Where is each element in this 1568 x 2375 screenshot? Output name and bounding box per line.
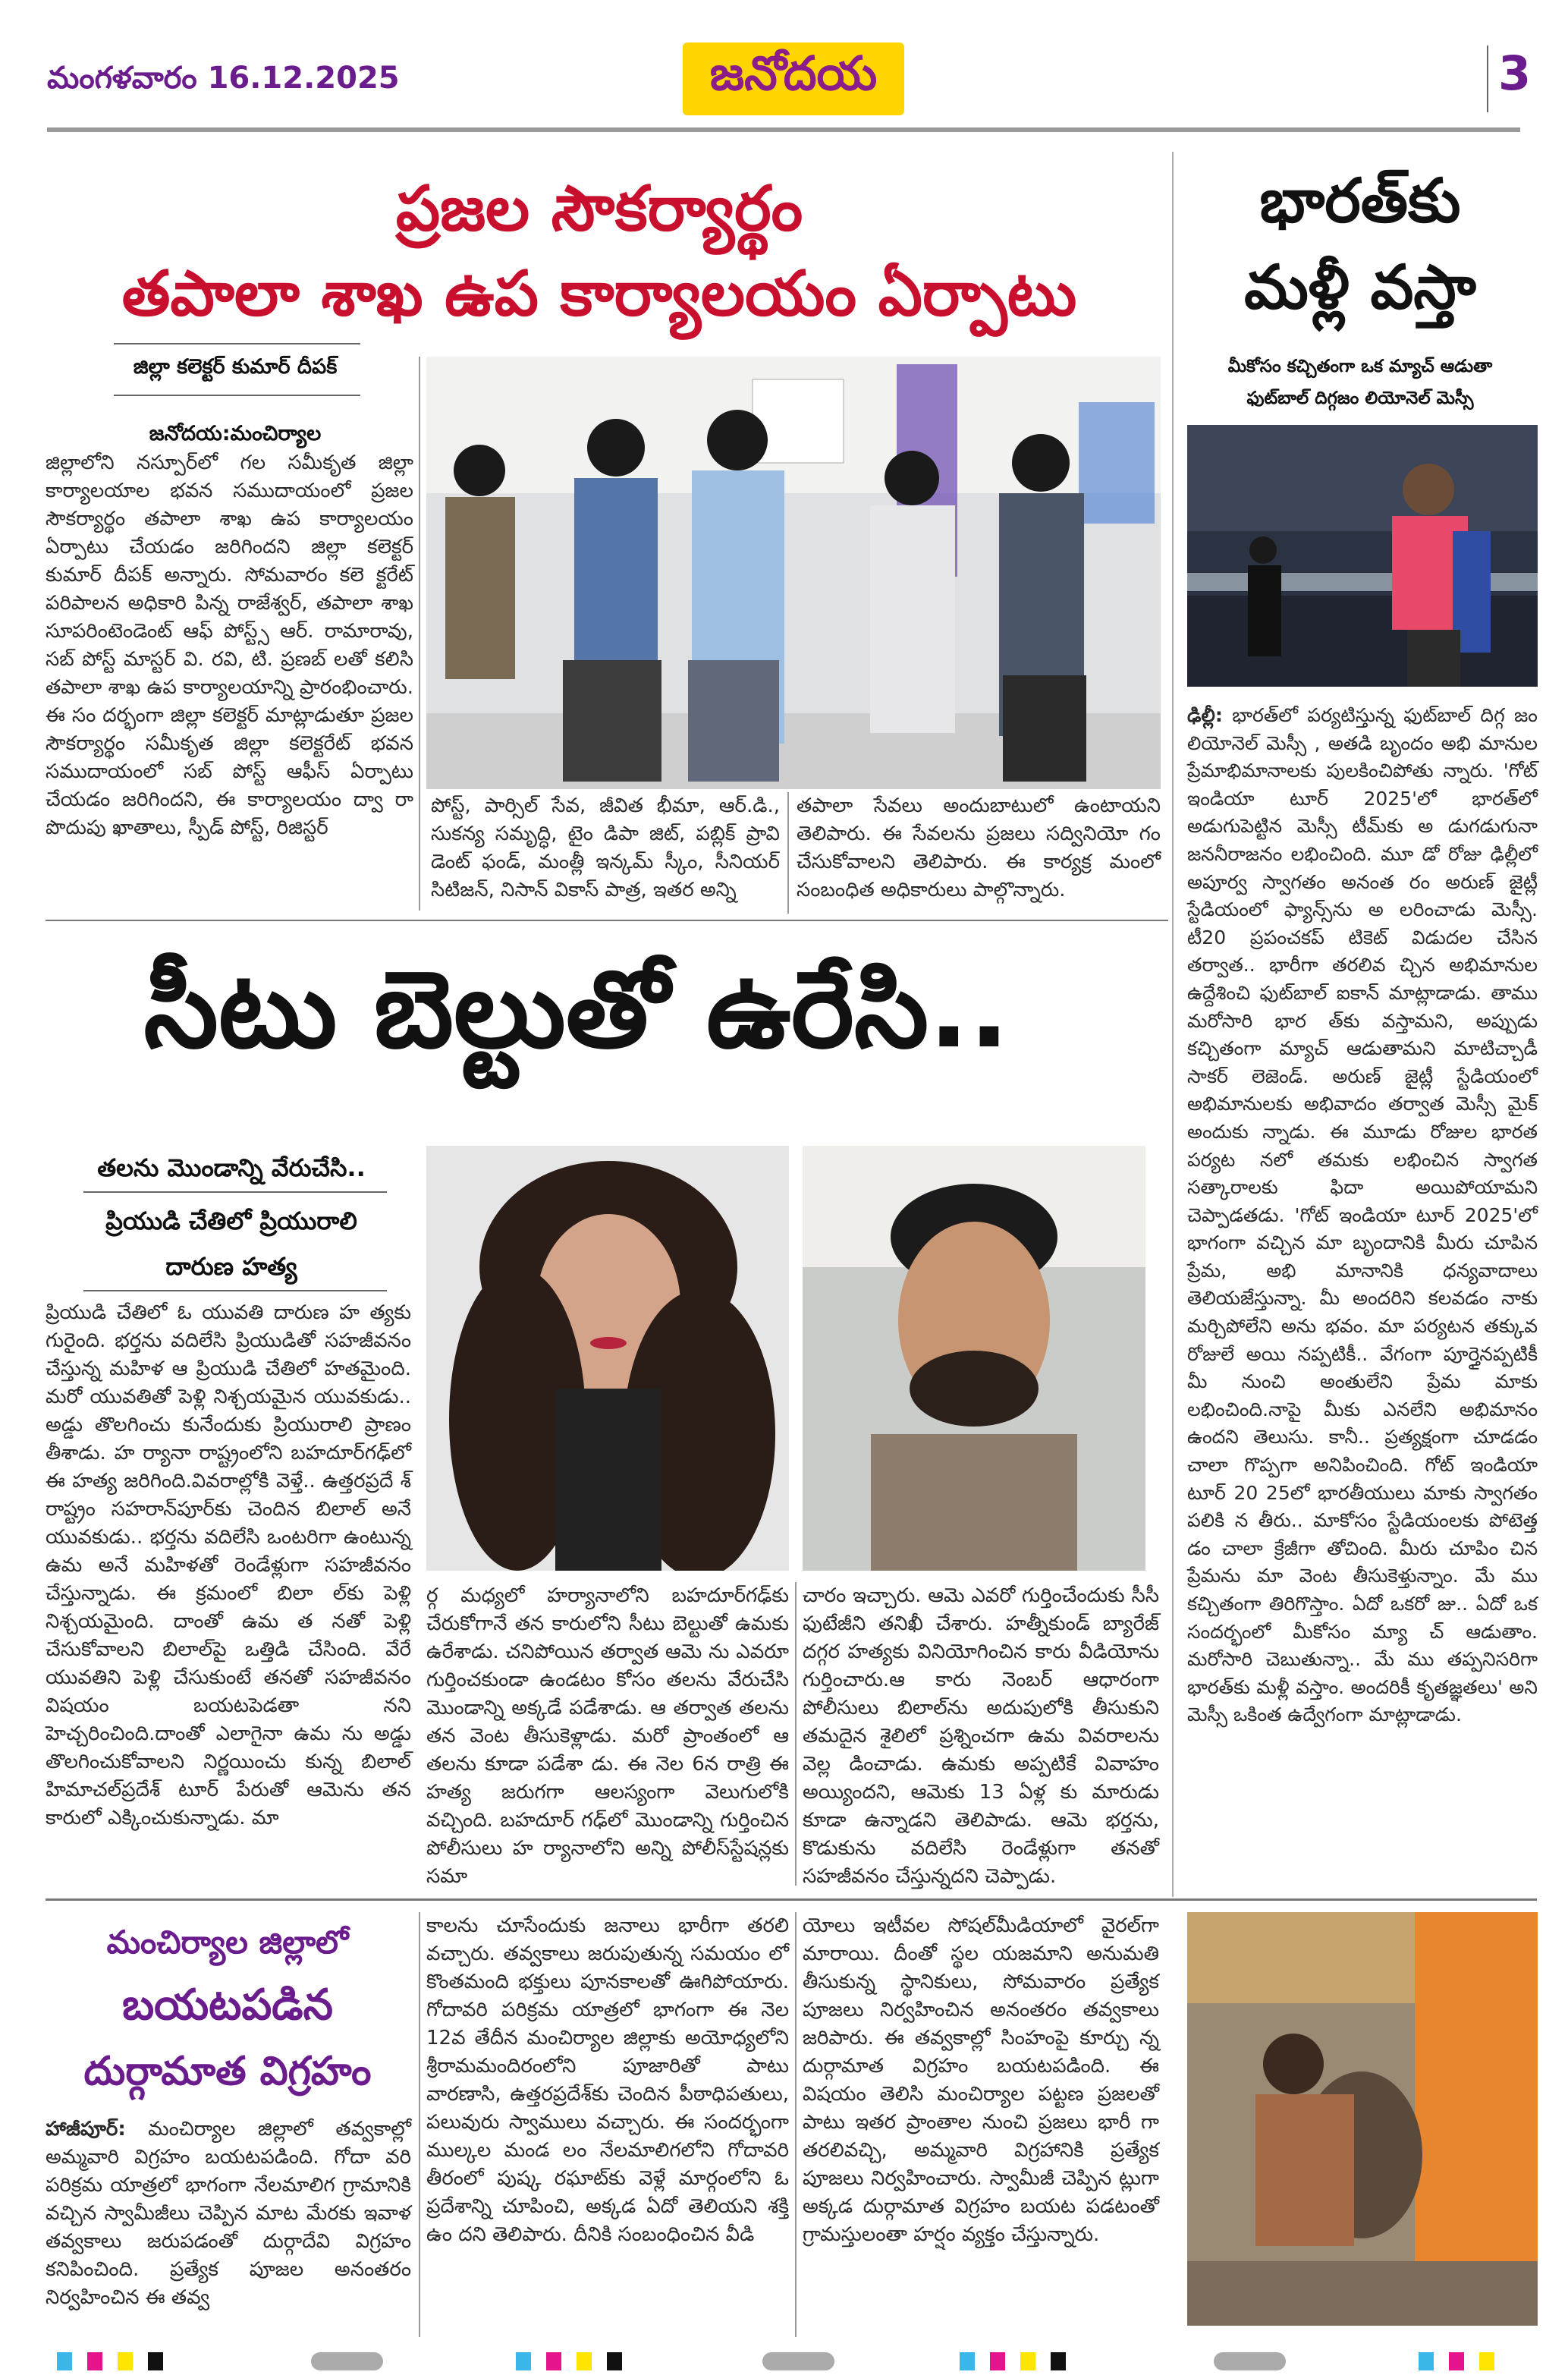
messi-subhead-1: మీకోసం కచ్చితంగా ఒక మ్యాచ్ ఆడుతా xyxy=(1227,357,1493,376)
durga-headline-1: మంచిర్యాల జిల్లాలో xyxy=(106,1924,349,1961)
post-office-divider xyxy=(419,357,420,911)
murder-col2-text: ర్గ మధ్యలో హర్యానాలోని బహదూర్‌గఢ్‌కు చేరుకోగానే తన కారులోని సీటు బెల్టుతో ఉమకు ఉరేశాడు. చనిపోయిన తర్వాత ఆమె ను ఎవరూ గుర్తించకుండా ఉండటం కోసం తలను వేరుచేసి మొండాన్ని అక్కడే పడేశాడు. ఆ తర్వాత తలను తన వెంట తీసుకెళ్లాడు. మరో ప్రాంతంలో ఆ తలను కూడా పడేశా డు. ఈ నెల 6న రాత్రి ఈ హత్య జరుగగా ఆలస్యంగా వెలుగులోకి వచ్చింది. బహదూర్ గఢ్‌లో మొండాన్ని గుర్తించిన పోలీసులు హ ర్యానాలోని అన్ని పోలీస్‌స్టేషన్లకు సమా xyxy=(426,1584,789,1888)
post-office-group-photo xyxy=(426,357,1161,789)
durga-col3 xyxy=(803,1912,1159,2249)
post-office-col1-text: జిల్లాలోని నస్పూర్‌లో గల సమీకృత జిల్లా కార్యాలయాల భవన సముదాయంలో ప్రజల సౌకర్యార్థం తపాలా శాఖ ఉప కార్యాలయం ఏర్పాటు చేయడం జరిగిందని జిల్లా కలెక్టర్ కుమార్ దీపక్ అన్నారు. సోమవారం కలె క్టరేట్ పరిపాలన అధికారి పిన్న రాజేశ్వర్, తపాలా శాఖ సూపరింటెండెంట్ ఆఫ్ పోస్ట్స్ ఆర్. రామారావు, సబ్ పోస్ట్ మాస్టర్ వి. రవి, టి. ప్రణబ్ లతో కలిసి తపాలా శాఖ ఉప కార్యాలయాన్ని ప్రారంభించారు. ఈ సం దర్భంగా జిల్లా కలెక్టర్ మాట్లాడుతూ ప్రజల సౌకర్యార్థం సమీకృత జిల్లా కలెక్టరేట్ భవన సముదాయంలో సబ్ పోస్ట్ ఆఫీస్ ఏర్పాటు చేయడం జరిగిందని, ఈ కార్యాలయం ద్వా రా పొదుపు ఖాతాలు, స్పీడ్ పోస్ట్, రిజిస్టర్ xyxy=(46,451,413,839)
logo-text: జనోదయ xyxy=(709,46,878,101)
page-number: 3 xyxy=(1498,46,1532,101)
post-office-col1 xyxy=(46,449,413,842)
post-office-divider-2 xyxy=(787,792,789,914)
messi-photo xyxy=(1187,425,1538,687)
messi-headline-2: మళ్లీ వస్తా xyxy=(1244,252,1476,322)
messi-dateline: ఢిల్లీ: xyxy=(1187,704,1223,726)
print-color-strip-right xyxy=(960,2352,1066,2373)
durga-divider-2 xyxy=(795,1912,797,2337)
durga-col1-span: మంచిర్యాల జిల్లాలో తవ్వకాల్లో అమ్మవారి విగ్రహం బయటపడింది. గోదా వరి పరిక్రమ యాత్రలో భాగంగా నేలమాలిగ గ్రామానికి వచ్చిన స్వామీజీలు చెప్పిన మాట మేరకు ఇవాళ తవ్వకాలు జరుపడంతో దుర్గాదేవి విగ్రహం కనిపించింది. ప్రత్యేక పూజల అనంతరం నిర్వహించిన ఈ తవ్వ xyxy=(46,2118,411,2309)
durga-divider-1 xyxy=(419,1912,420,2337)
durga-headline-3: దుర్గామాత విగ్రహం xyxy=(83,2049,372,2094)
durga-col1-text xyxy=(46,2115,411,2312)
deck-rule-1 xyxy=(83,1191,387,1193)
durga-col3-text: యోలు ఇటీవల సోషల్‌మీడియాలో వైరల్‌గా మారాయి. దీంతో స్థల యజమాని అనుమతి తీసుకున్న స్థానికులు, సోమవారం ప్రత్యేక పూజలు నిర్వహించిన అనంతరం తవ్వకాలు జరిపారు. ఈ తవ్వకాల్లో సింహంపై కూర్చు న్న దుర్గామాత విగ్రహం బయటపడింది. ఈ విషయం తెలిసి మంచిర్యాల పట్టణ ప్రజలతో పాటు ఇతర ప్రాంతాల నుంచి ప్రజలు భారీ గా తరలివచ్చి, అమ్మవారి విగ్రహానికి ప్రత్యేక పూజలు నిర్వహించారు. స్వామీజీ చెప్పిన ట్లుగా అక్కడ దుర్గామాత విగ్రహం బయట పడటంతో గ్రామస్తులంతా హర్షం వ్యక్తం చేస్తున్నారు. xyxy=(803,1914,1159,2246)
murder-deck-1: తలను మొండాన్ని వేరుచేసి.. xyxy=(97,1153,366,1182)
section-rule-2 xyxy=(46,1898,1537,1901)
murder-col1-text: ప్రియుడి చేతిలో ఓ యువతి దారుణ హ త్యకు గురైంది. భర్తను వదిలేసి ప్రియుడితో సహజీవనం చేస్తున్న మహిళ ఆ ప్రియుడి చేతిలో హతమైంది. మరో యువతితో పెళ్లి నిశ్చయమైన యువకుడు.. అడ్డు తొలగించు కునేందుకు ప్రియురాలి ప్రాణం తీశాడు. హ ర్యానా రాష్ట్రంలోని బహదూర్‌గఢ్‌లో ఈ హత్య జరిగింది.వివరాల్లోకి వెళ్తే.. ఉత్తరప్రదే శ్ రాష్ట్రం సహరాన్‌పూర్‌కు చెందిన బిలాల్ అనే యువకుడు.. భర్తను వదిలేసి ఒంటరిగా ఉంటున్న ఉమ అనే మహిళతో రెండేళ్లుగా సహజీవనం చేస్తున్నాడు. ఈ క్రమంలో బిలా ల్‌కు పెళ్లి నిశ్చయమైంది. దాంతో ఉమ త నతో పెళ్లి చేసుకోవాలని బిలాల్‌పై ఒత్తిడి చేసింది. వేరే యువతిని పెళ్లి చేసుకుంటే తనతో సహజీవనం విషయం బయటపెడతా నని హెచ్చరించింది.దాంతో ఎలాగైనా ఉమ ను అడ్డు తొలగించుకోవాలని నిర్ణయించు కున్న బిలాల్ హిమాచల్‌ప్రదేశ్ టూర్ పేరుతో ఆమెను తన కారులో ఎక్కించుకున్నాడు. మా xyxy=(46,1301,411,1829)
post-office-headline-1: ప్రజల సౌకర్యార్థం xyxy=(395,173,803,245)
post-office-col3 xyxy=(797,792,1161,904)
messi-subhead-2: ఫుట్‌బాల్ దిగ్గజం లియోనెల్ మెస్సీ xyxy=(1246,388,1474,408)
post-office-col3-text: తపాలా సేవలు అందుబాటులో ఉంటాయని తెలిపారు. ఈ సేవలను ప్రజలు సద్వినియో గం చేసుకోవాలని తెలిపారు. ఈ కార్యక్ర మంలో సంబంధిత అధికారులు పాల్గొన్నారు. xyxy=(797,794,1161,901)
masthead-logo xyxy=(683,42,904,115)
deck-rule-2 xyxy=(83,1290,387,1291)
durga-idol-photo xyxy=(1187,1912,1538,2326)
murder-col3-text: చారం ఇచ్చారు. ఆమె ఎవరో గుర్తించేందుకు సీసీ ఫుటేజీని తనిఖీ చేశారు. హత్నీకుండ్ బ్యారేజ్ దగ్గర హత్యకు వినియోగించిన కారు వీడియోను గుర్తించారు.ఆ కారు నెంబర్ ఆధారంగా పోలీసులు బిలాల్‌ను అదుపులోకి తీసుకుని తమదైన శైలిలో ప్రశ్నించగా ఉమ వివరాలను వెల్ల డించాడు. ఉమకు అప్పటికే వివాహం అయ్యిందని, ఆమెకు 13 ఏళ్ల కు మారుడు కూడా ఉన్నాడని తెలిపాడు. ఆమె భర్తను, కొడుకును వదిలేసి రెండేళ్లుగా తనతో సహజీవనం చేస్తున్నదని చెప్పాడు. xyxy=(803,1584,1159,1888)
print-grey-bar-3 xyxy=(1214,2352,1286,2370)
print-grey-bar-2 xyxy=(762,2352,834,2370)
print-color-strip-far-right xyxy=(1419,2352,1494,2373)
print-color-strip-left xyxy=(57,2352,163,2373)
accused-photo xyxy=(803,1146,1145,1571)
post-office-col2-text: పోస్ట్, పార్సిల్ సేవ, జీవిత భీమా, ఆర్.డి., సుకన్య సమృద్ధి, టైం డిపా జిట్, పబ్లిక్ ప్రావి డెంట్ ఫండ్, మంత్లీ ఇన్కమ్ స్కీం, సీనియర్ సిటిజన్, నిసాన్ వికాస్ పాత్ర, ఇతర అన్ని xyxy=(431,794,780,901)
durga-col2-text: కాలను చూసేందుకు జనాలు భారీగా తరలి వచ్చారు. తవ్వకాలు జరుపుతున్న సమయం లో కొంతమంది భక్తులు పూనకాలతో ఊగిపోయారు. గోదావరి పరిక్రమ యాత్రలో భాగంగా ఈ నెల 12వ తేదీన మంచిర్యాల జిల్లాకు అయోధ్యలోని శ్రీరామమందిరంలోని పూజారితో పాటు వారణాసి, ఉత్తరప్రదేశ్‌కు చెందిన పీఠాధిపతులు, పలువురు స్వాములు వచ్చారు. ఈ సందర్భంగా ముల్కల మండ లం నేలమాలిగలోని గోదావరి తీరంలో పుష్క రఘాట్‌కు వెళ్లే మార్గంలోని ఓ ప్రదేశాన్ని చూపించి, అక్కడ ఏదో తెలియని శక్తి ఉం దని తెలిపారు. దీనికి సంబంధించిన వీడి xyxy=(426,1914,789,2246)
murder-deck-2: ప్రియుడి చేతిలో ప్రియురాలి xyxy=(105,1206,357,1235)
murder-col3 xyxy=(803,1582,1159,1891)
masthead-date: మంగళవారం 16.12.2025 xyxy=(47,61,400,96)
durga-dateline: హాజీపూర్: xyxy=(46,2118,126,2141)
durga-headline-2: బయటపడిన xyxy=(122,1980,333,2030)
kicker-bottom-rule xyxy=(114,395,360,396)
murder-headline: సీటు బెల్టుతో ఉరేసి.. xyxy=(143,948,1010,1072)
durga-col2 xyxy=(426,1912,789,2249)
post-office-dateline: జనోదయ:మంచిర్యాల xyxy=(149,422,322,445)
durga-col1 xyxy=(46,2115,411,2312)
messi-body xyxy=(1187,702,1538,1729)
post-office-col2 xyxy=(431,792,780,904)
murder-deck-3: దారుణ హత్య xyxy=(165,1252,297,1281)
masthead-rule xyxy=(47,127,1520,132)
messi-body-text xyxy=(1187,702,1538,1729)
victim-photo xyxy=(426,1146,789,1571)
print-color-strip-mid xyxy=(516,2352,622,2373)
messi-headline-1: భారత్‌కు xyxy=(1259,165,1461,236)
murder-col1 xyxy=(46,1299,411,1832)
messi-body-span: భారత్‌లో పర్యటిస్తున్న ఫుట్‌బాల్ దిగ్గ జం లియోనెల్ మెస్సీ , అతడి బృందం అభి మానుల ప్రేమాభిమానాలకు పులకించిపోతు న్నారు. 'గోట్ ఇండియా టూర్ 2025'లో భారత్‌లో అడుగుపెట్టిన మెస్సీ టీమ్‌కు అ డుగడుగునా జననీరాజనం లభించింది. మూ డో రోజు ఢిల్లీలో అపూర్వ స్వాగతం అనంత రం అరుణ్ జైట్లీ స్టేడియంలో ఫ్యాన్స్‌ను అ లరించాడు మెస్సీ. టీ20 ప్రపంచకప్ టికెట్ విడుదల చేసిన తర్వాత.. భారీగా తరలివ చ్చిన అభిమానుల ఉద్దేశించి ఫుట్‌బాల్ ఐకాన్ మాట్లాడాడు. తాము మరోసారి భార త్‌కు వస్తామని, అప్పుడు కచ్చితంగా మ్యాచ్ ఆడుతామని మాటిచ్చాడీ సాకర్ లెజెండ్. అరుణ్ జైట్లీ స్టేడియంలో అభిమానులకు అభివాదం తర్వాత మెస్సీ మైక్ అందుకు న్నాడు. ఈ మూడు రోజుల భారత పర్యట నలో తమకు లభించిన స్వాగత సత్కారాలకు ఫిదా అయిపోయామని చెప్పాడతడు. 'గోట్ ఇండియా టూర్ 2025'లో భాగంగా వచ్చిన మా బృందానికి మీరు చూపిన ప్రేమ, అభి మానానికి ధన్యవాదాలు తెలియజేస్తున్నా. మీ అందరిని కలవడం నాకు మర్చిపోలేని అను భవం. మా పర్యటన తక్కువ రోజులే అయి నప్పటికీ.. వేగంగా పూర్తైనప్పటికీ మీ నుంచి అంతులేని ప్రేమ మాకు లభించింది.నాపై మీకు ఎనలేని అభిమానం ఉందని తెలుసు. కానీ.. ప్రత్యక్షంగా చూడడం చాలా గొప్పగా అనిపించింది. గోట్ ఇండియా టూర్ 20 25లో భారతీయులు మాకు స్వాగతం పలికి న తీరు.. మాకోసం స్టేడియంలకు పోటెత్త డం చాలా క్రేజీగా తోచింది. మీరు చూపిం చిన ప్రేమను మా వెంట తీసుకెళ్తున్నాం. మే ము కచ్చితంగా తిరిగొస్తాం. ఏదో ఒకరో జు.. ఏదో ఒక సందర్భంలో మీకోసం మ్యా చ్ ఆడుతాం. మరోసారి చెబుతున్నా.. మే ము తప్పనిసరిగా భారత్‌కు మళ్లీ వస్తాం. అందరికీ కృతజ్ఞతలు' అని మెస్సీ ఒకింత ఉద్వేగంగా మాట్లాడాడు. xyxy=(1187,704,1538,1726)
murder-divider xyxy=(795,1582,797,1886)
print-grey-bar-1 xyxy=(311,2352,383,2370)
post-office-headline-2: తపాలా శాఖ ఉప కార్యాలయం ఏర్పాటు xyxy=(121,258,1077,330)
page-number-divider xyxy=(1487,46,1488,112)
kicker-top-rule xyxy=(114,343,360,344)
section-rule-1 xyxy=(46,920,1168,921)
right-column-divider xyxy=(1172,152,1174,1897)
post-office-kicker: జిల్లా కలెక్టర్ కుమార్ దీపక్ xyxy=(133,355,338,379)
murder-col2 xyxy=(426,1582,789,1891)
